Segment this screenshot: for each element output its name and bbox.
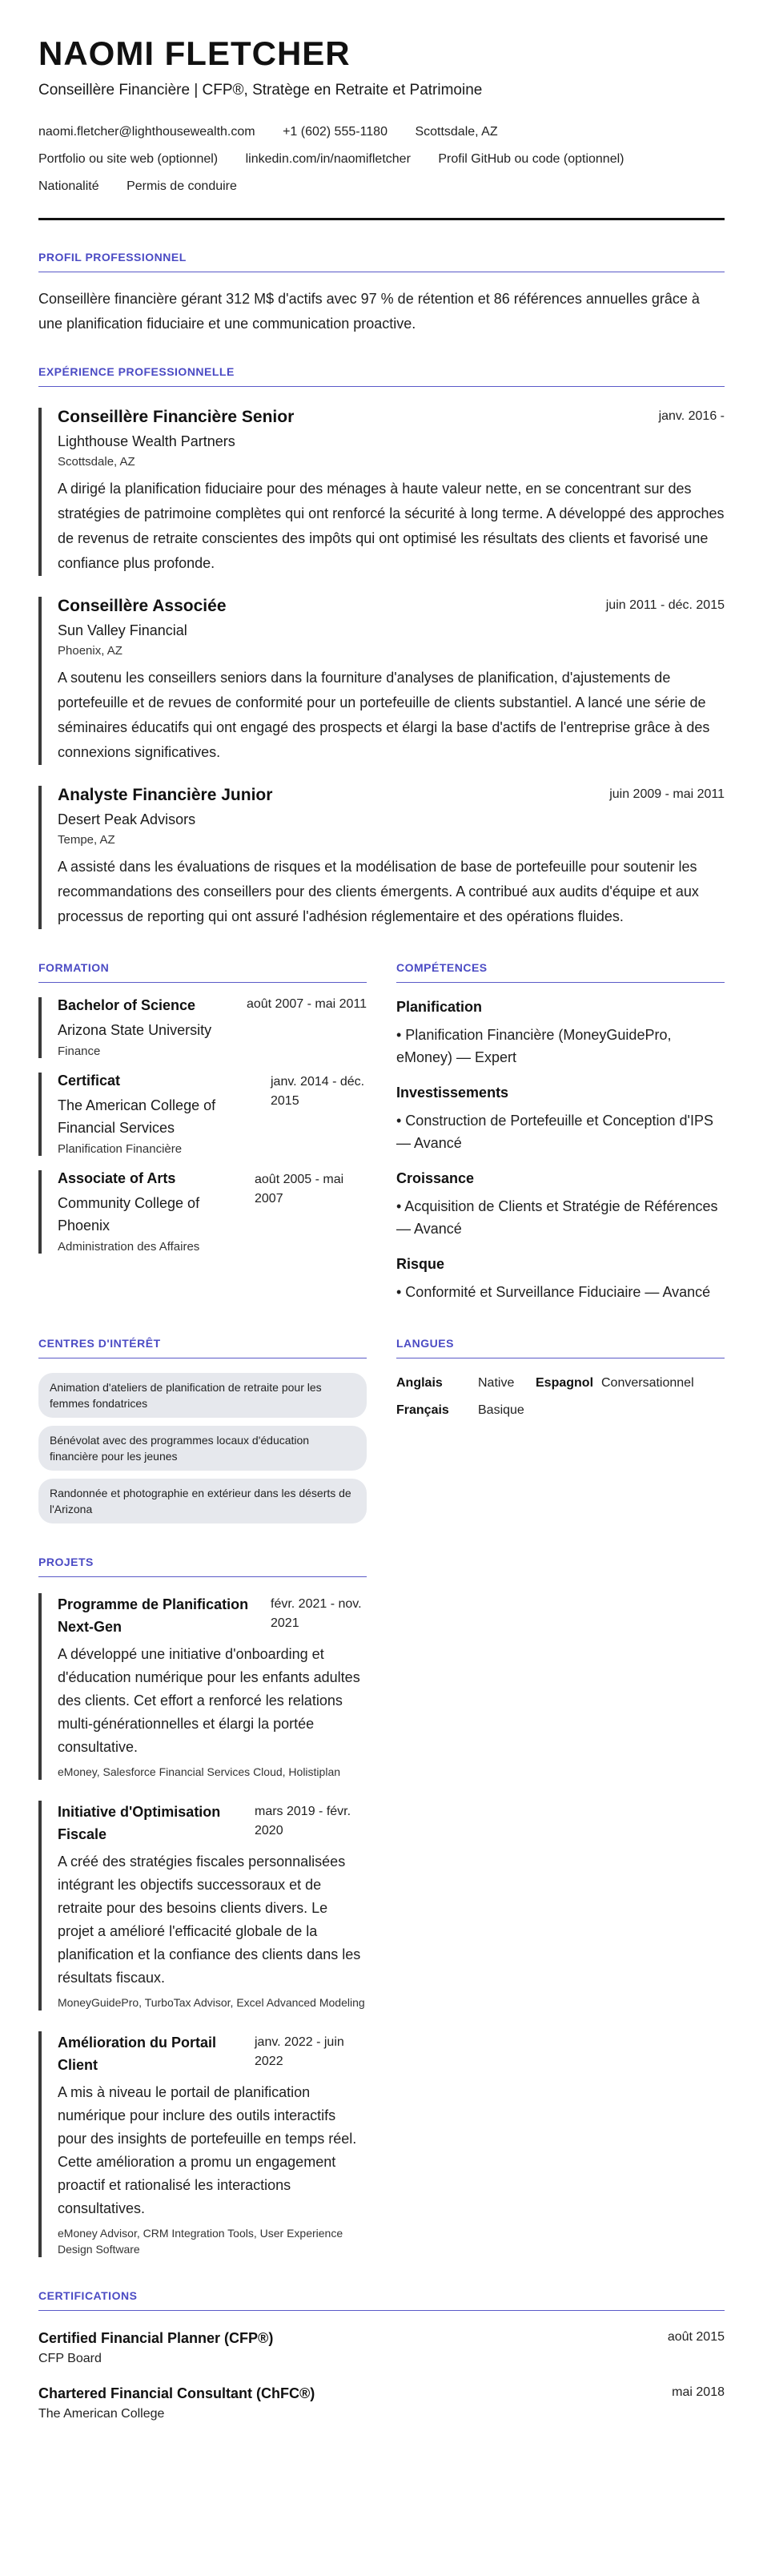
education-entry [38, 1073, 367, 1156]
degree-title: Associate of Arts [58, 1170, 176, 1187]
job-company: Sun Valley Financial [58, 622, 187, 639]
job-description: A soutenu les conseillers seniors dans la fourniture d'analyses de planification, d'ajustements de portefeuille et de revues de conformité pour un portefeuille de clients substantiel. A lancé une série de séminaires éducatifs qui ont engagé des prospects et élargi la base d'actifs de l'entreprise grâce à des connexions significatives. [58, 670, 710, 761]
certification-title: Certified Financial Planner (CFP®) [38, 2330, 274, 2347]
project-date: févr. 2021 - nov. 2021 [271, 1597, 362, 1631]
education-entry [38, 1170, 367, 1254]
section-title: LANGUES [396, 1337, 454, 1350]
section-divider [38, 2310, 725, 2311]
language-list [396, 1376, 725, 1418]
project-date: janv. 2022 - juin 2022 [255, 2035, 344, 2069]
job-title: Conseillère Financière Senior [58, 408, 295, 427]
education-date: août 2007 - mai 2011 [246, 997, 367, 1012]
projects-section [38, 1556, 367, 2257]
education-date: août 2005 - mai 2007 [255, 1173, 344, 1206]
job-location: Phoenix, AZ [58, 644, 122, 658]
skill-category: Planification [396, 999, 483, 1016]
project-entry [38, 1593, 367, 1780]
language-name: Français [396, 1403, 449, 1418]
project-tools: MoneyGuidePro, TurboTax Advisor, Excel Advanced Modeling [58, 1996, 365, 2010]
school-name: Community College of Phoenix [58, 1195, 200, 1234]
section-title: COMPÉTENCES [396, 961, 488, 975]
project-title: Initiative d'Optimisation Fiscale [58, 1804, 221, 1843]
header-divider [38, 218, 725, 220]
section-divider [38, 386, 725, 387]
education-entry [38, 997, 367, 1058]
certification-issuer: CFP Board [38, 2352, 102, 2366]
interest-tag: Bénévolat avec des programmes locaux d'éducation financière pour les jeunes [38, 1426, 367, 1471]
interests-languages-row [38, 1337, 725, 1523]
education-date: janv. 2014 - déc. 2015 [271, 1075, 365, 1109]
skill-group [396, 1085, 725, 1154]
skill-item: • Planification Financière (MoneyGuidePro, eMoney) — Expert [396, 1027, 672, 1066]
project-title: Amélioration du Portail Client [58, 2035, 217, 2074]
study-field: Finance [58, 1044, 101, 1059]
study-field: Planification Financière [58, 1142, 183, 1157]
project-description: A développé une initiative d'onboarding et d'éducation numérique pour les enfants adultes des clients. Cet effort a renforcé les relations multi-générationnelles et élargi la portée consultative. [58, 1646, 360, 1756]
contact-linkedin[interactable]: linkedin.com/in/naomifletcher [245, 152, 411, 167]
interests-section [38, 1337, 367, 1523]
project-tools: eMoney Advisor, CRM Integration Tools, User Experience Design Software [58, 2227, 343, 2256]
skills-section [396, 961, 725, 1303]
resume-header [38, 35, 725, 220]
skill-item: • Construction de Portefeuille et Conception d'IPS — Avancé [396, 1113, 713, 1152]
project-description: A mis à niveau le portail de planification numérique pour inclure des outils interactifs pour des insights de portefeuille en temps réel. Cette amélioration a promu un engagement proactif et rationalisé les interactions consultatives. [58, 2084, 357, 2217]
job-date: janv. 2016 - [658, 409, 725, 424]
skill-category: Risque [396, 1256, 445, 1273]
skill-group [396, 1256, 725, 1303]
languages-section [396, 1337, 725, 1523]
project-date: mars 2019 - févr. 2020 [255, 1805, 351, 1838]
job-description: A assisté dans les évaluations de risques et la modélisation de base de portefeuille pour soutenir les recommandations des conseillers pour des clients émergents. A contribué aux audits d'équipe et aux processus de reporting qui ont assuré l'adhésion réglementaire et des opérations fluides. [58, 859, 699, 925]
experience-entry [38, 786, 725, 929]
contact-location: Scottsdale, AZ [415, 125, 498, 139]
degree-title: Certificat [58, 1073, 121, 1089]
experience-entry [38, 597, 725, 765]
section-divider [396, 982, 725, 983]
contact-phone[interactable]: +1 (602) 555-1180 [283, 125, 388, 139]
experience-entry [38, 408, 725, 576]
project-entry [38, 1801, 367, 2010]
job-date: juin 2011 - déc. 2015 [605, 598, 725, 613]
job-date: juin 2009 - mai 2011 [609, 787, 725, 802]
degree-title: Bachelor of Science [58, 997, 196, 1014]
skill-item: • Conformité et Surveillance Fiduciaire — Avancé [396, 1284, 711, 1301]
education-section [38, 961, 367, 1303]
certification-title: Chartered Financial Consultant (ChFC®) [38, 2385, 315, 2402]
job-title: Conseillère Associée [58, 597, 227, 616]
section-divider [38, 1576, 367, 1577]
certification-date: août 2015 [667, 2330, 725, 2345]
section-divider [38, 982, 367, 983]
section-title: PROFIL PROFESSIONNEL [38, 251, 187, 264]
language-level: Conversationnel [601, 1376, 694, 1391]
job-location: Scottsdale, AZ [58, 455, 135, 469]
contact-email[interactable]: naomi.fletcher@lighthousewealth.com [38, 125, 255, 139]
contact-nationality: Nationalité [38, 179, 99, 194]
profile-summary: Conseillère financière gérant 312 M$ d'actifs avec 97 % de rétention et 86 références annuelles grâce à une planification fiduciaire et une communication proactive. [38, 291, 700, 332]
section-title: FORMATION [38, 961, 110, 975]
experience-section [38, 365, 725, 929]
contact-portfolio[interactable]: Portfolio ou site web (optionnel) [38, 152, 219, 167]
interest-tag: Animation d'ateliers de planification de retraite pour les femmes fondatrices [38, 1373, 367, 1418]
contact-github[interactable]: Profil GitHub ou code (optionnel) [438, 152, 624, 167]
interest-tag: Randonnée et photographie en extérieur dans les déserts de l'Arizona [38, 1479, 367, 1523]
certifications-section [38, 2289, 725, 2421]
job-description: A dirigé la planification fiduciaire pour des ménages à haute valeur nette, en se concentrant sur des stratégies de patrimoine complètes qui ont renforcé la sécurité à long terme. A développé des approches de revenus de retraite conscientes des impôts qui ont optimisé les résultats des clients et favorisé une confiance plus profonde. [58, 481, 725, 572]
section-title: PROJETS [38, 1556, 94, 1569]
certification-issuer: The American College [38, 2407, 165, 2421]
profile-section [38, 251, 725, 336]
section-title: EXPÉRIENCE PROFESSIONNELLE [38, 365, 235, 379]
section-title: CERTIFICATIONS [38, 2289, 138, 2303]
education-skills-row [38, 961, 725, 1303]
skill-group [396, 1170, 725, 1240]
certification-date: mai 2018 [672, 2385, 725, 2400]
language-level: Basique [478, 1403, 524, 1418]
project-title: Programme de Planification Next-Gen [58, 1596, 249, 1636]
skill-group [396, 999, 725, 1069]
school-name: Arizona State University [58, 1022, 212, 1039]
certification-entry [38, 2330, 725, 2366]
job-title: Analyste Financière Junior [58, 786, 273, 805]
language-level: Native [478, 1376, 515, 1391]
candidate-name: NAOMI FLETCHER [38, 34, 351, 72]
project-entry [38, 2031, 367, 2257]
contact-license: Permis de conduire [126, 179, 237, 194]
skill-category: Investissements [396, 1085, 509, 1101]
skill-item: • Acquisition de Clients et Stratégie de Références — Avancé [396, 1198, 718, 1238]
project-description: A créé des stratégies fiscales personnalisées intégrant les objectifs successoraux et de retraite pour des besoins clients divers. Le projet a amélioré l'efficacité globale de la planification et la confiance des clients dans les résultats fiscaux. [58, 1854, 361, 1986]
study-field: Administration des Affaires [58, 1240, 200, 1254]
certification-entry [38, 2385, 725, 2421]
language-name: Espagnol [536, 1376, 594, 1391]
school-name: The American College of Financial Services [58, 1097, 216, 1137]
project-tools: eMoney, Salesforce Financial Services Cloud, Holistiplan [58, 1765, 341, 1779]
skill-category: Croissance [396, 1170, 475, 1187]
language-name: Anglais [396, 1376, 443, 1391]
job-company: Lighthouse Wealth Partners [58, 433, 235, 450]
section-title: CENTRES D'INTÉRÊT [38, 1337, 161, 1350]
contact-list [38, 119, 725, 200]
job-company: Desert Peak Advisors [58, 811, 196, 828]
job-location: Tempe, AZ [58, 833, 115, 847]
candidate-headline: Conseillère Financière | CFP®, Stratège en Retraite et Patrimoine [38, 82, 483, 99]
